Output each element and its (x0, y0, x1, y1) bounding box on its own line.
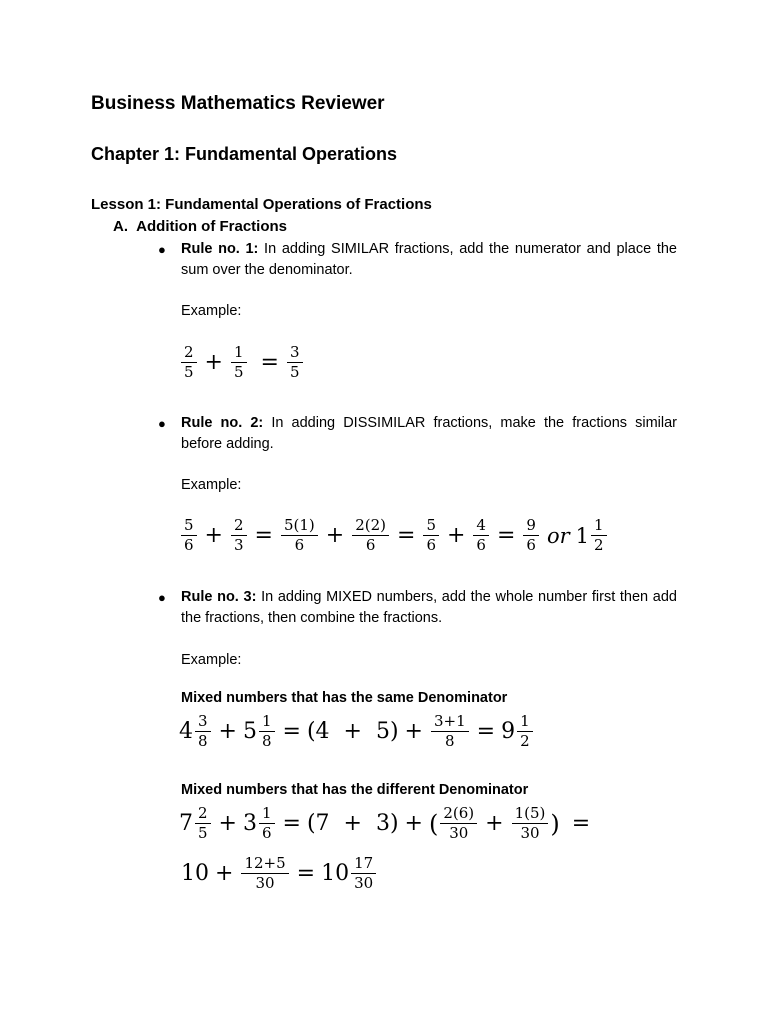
rule-2-text (181, 413, 677, 454)
whole-number: 9 (501, 719, 516, 745)
fraction: $\frac{5}{6}$ (181, 517, 197, 555)
fraction: $\frac{3+1}{8}$ (431, 713, 469, 751)
mixed-same-heading: Mixed numbers that has the same Denominator (181, 690, 508, 706)
fraction: $\frac{2}{3}$ (231, 517, 247, 555)
equals-sign: = (260, 350, 279, 376)
section-marker: A. (113, 218, 128, 235)
equals-sign: = (282, 719, 301, 745)
fraction: $\frac{1}{2}$ (591, 517, 607, 555)
plus-sign: + (404, 811, 423, 837)
whole-number: 10 (321, 861, 350, 887)
fraction: $\frac{9}{6}$ (523, 517, 539, 555)
fraction: $\frac{1}{2}$ (517, 713, 533, 751)
right-paren: ) (550, 809, 560, 838)
lesson-title: Lesson 1: Fundamental Operations of Fractions (91, 196, 432, 213)
grouped-sum: (4 + 5) (306, 719, 399, 745)
equals-sign: = (476, 719, 496, 745)
equation-5 (181, 855, 378, 893)
whole-number: 4 (179, 719, 193, 745)
whole-number: 3 (242, 811, 257, 837)
bullet-icon: ● (158, 242, 166, 257)
fraction: $\frac{1}{5}$ (231, 344, 247, 382)
rule-2-example-label: Example: (181, 477, 242, 493)
fraction: $\frac{2}{5}$ (181, 344, 197, 382)
plus-sign: + (218, 719, 237, 745)
fraction: $\frac{12+5}{30}$ (241, 855, 288, 893)
equation-2 (179, 517, 609, 555)
plus-sign: + (204, 523, 223, 549)
rule-3-label: Rule no. 3: (181, 589, 257, 605)
plus-sign: + (404, 719, 423, 745)
mixed-diff-heading: Mixed numbers that has the different Denominator (181, 782, 529, 798)
fraction: $\frac{2(2)}{6}$ (352, 517, 389, 555)
chapter-title: Chapter 1: Fundamental Operations (91, 144, 398, 164)
section-heading (113, 218, 287, 235)
equals-sign: = (571, 811, 591, 837)
equals-sign: = (397, 523, 416, 549)
whole-number: 5 (242, 719, 257, 745)
whole-number: 1 (575, 523, 590, 548)
equals-sign: = (296, 861, 316, 887)
fraction: $\frac{2(6)}{30}$ (440, 805, 477, 843)
equation-1 (179, 344, 305, 382)
rule-2-label: Rule no. 2: (181, 415, 264, 431)
rule-3-body: In adding MIXED numbers, add the whole number first then add the fractions, then combine the fractions. (181, 589, 677, 626)
whole-number: 10 (181, 861, 209, 887)
section-title: Addition of Fractions (136, 218, 287, 235)
equals-sign: = (282, 811, 301, 837)
rule-1-example-label: Example: (181, 303, 242, 319)
rule-1-body: In adding SIMILAR fractions, add the numerator and place the sum over the denominator. (181, 241, 677, 278)
equation-3 (179, 713, 535, 751)
plus-sign: + (446, 523, 466, 549)
fraction: $\frac{5}{6}$ (423, 517, 439, 555)
bullet-icon: ● (158, 590, 166, 605)
fraction: $\frac{17}{30}$ (351, 855, 376, 893)
plus-sign: + (325, 523, 345, 549)
plus-sign: + (215, 861, 234, 887)
left-paren: ( (428, 809, 439, 838)
rule-2-body: In adding DISSIMILAR fractions, make the fractions similar before adding. (181, 415, 677, 452)
fraction: $\frac{1}{6}$ (259, 805, 275, 843)
rule-1-text (181, 239, 677, 280)
plus-sign: + (204, 350, 223, 376)
fraction: $\frac{5(1)}{6}$ (281, 517, 318, 555)
rule-1-label: Rule no. 1: (181, 241, 259, 257)
document-title: Business Mathematics Reviewer (91, 93, 385, 114)
fraction: $\frac{2}{5}$ (195, 805, 211, 843)
plus-sign: + (218, 811, 237, 837)
or-word: or (546, 523, 570, 548)
bullet-icon: ● (158, 416, 166, 431)
whole-number: 7 (179, 811, 193, 837)
equals-sign: = (254, 523, 273, 549)
rule-3-text (181, 587, 677, 628)
grouped-sum: (7 + 3) (306, 811, 399, 837)
fraction: $\frac{1(5)}{30}$ (512, 805, 549, 843)
plus-sign: + (485, 811, 504, 837)
equation-4 (179, 805, 596, 843)
fraction: $\frac{3}{5}$ (287, 344, 303, 382)
fraction: $\frac{4}{6}$ (473, 517, 489, 555)
equals-sign: = (496, 523, 516, 549)
rule-3-example-label: Example: (181, 652, 242, 668)
fraction: $\frac{3}{8}$ (195, 713, 211, 751)
fraction: $\frac{1}{8}$ (259, 713, 275, 751)
